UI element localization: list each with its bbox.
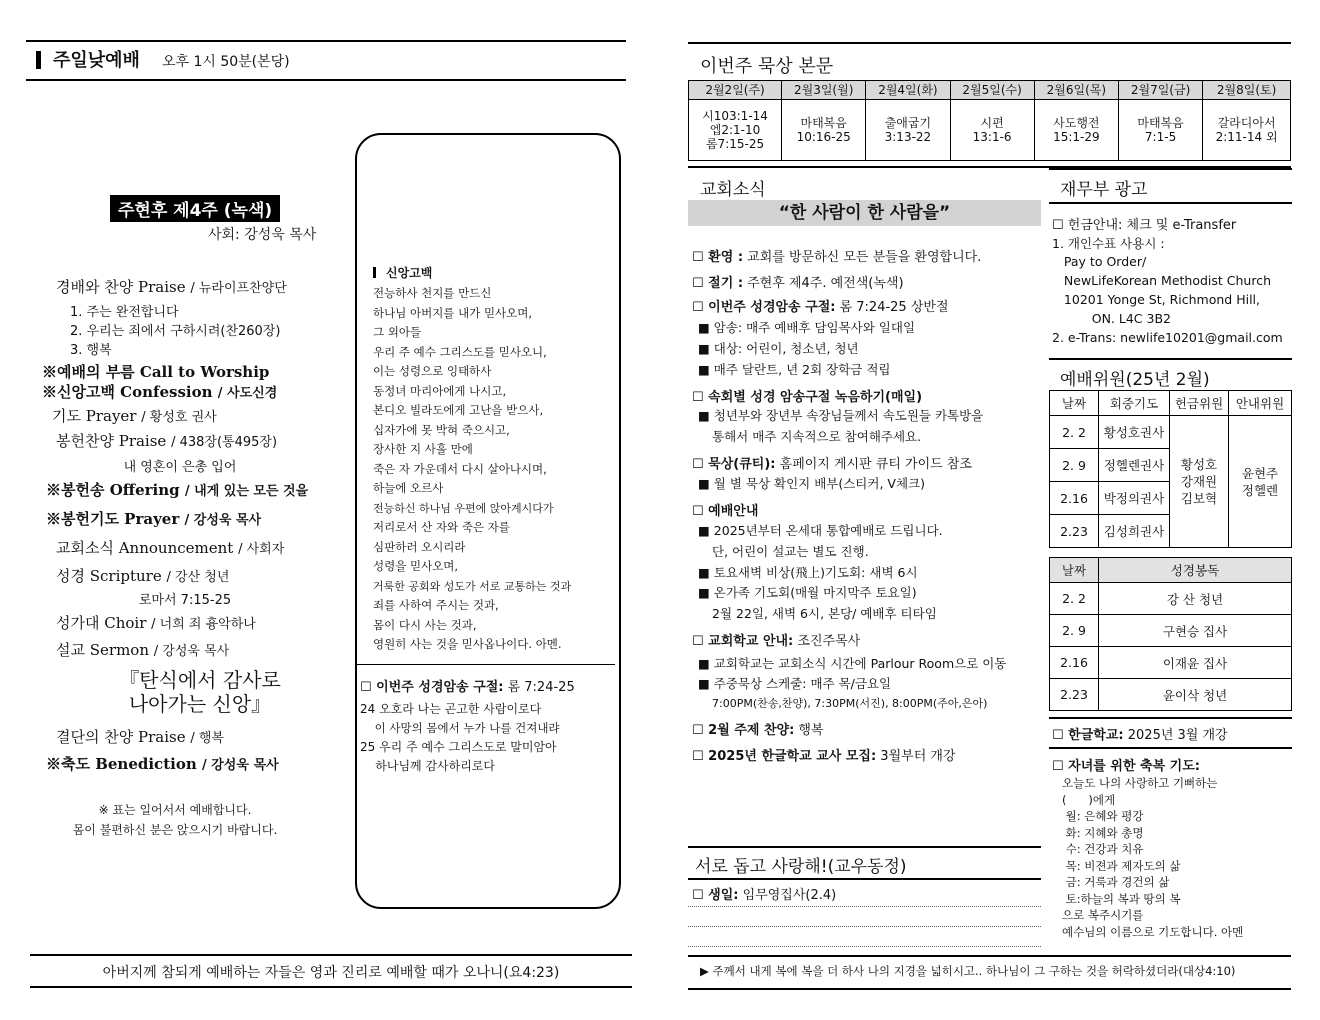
finance-line: Pay to Order/ (1052, 254, 1147, 269)
staff-header: 안내위원 (1229, 391, 1292, 416)
meditation-passage: 시103:1-14 엡2:1-10 롬7:15-25 (689, 100, 782, 161)
order-item: ※예배의 부름 Call to Worship (42, 363, 270, 381)
meditation-passage: 마태복음 7:1-5 (1118, 100, 1202, 161)
reader-header: 날짜 (1050, 558, 1099, 583)
meditation-table (688, 80, 1291, 161)
meditation-passage: 마태복음 10:16-25 (782, 100, 866, 161)
finance-line: ON. L4C 3B2 (1052, 311, 1171, 326)
finance-top-rule (1049, 168, 1292, 170)
finance-line: 1. 개인수표 사용시 : (1052, 236, 1165, 251)
church-news-banner: “한 사람이 한 사람을” (688, 200, 1041, 226)
mutual-title-rule (688, 878, 1041, 880)
service-title: 주일낮예배 (53, 50, 140, 71)
staff-date: 2. 2 (1050, 416, 1099, 449)
news-bullet: ■ 토요새벽 비상(飛上)기도회: 새벽 6시 (698, 565, 918, 580)
finance-title: 재무부 광고 (1060, 180, 1148, 200)
news-bullet: ■ 청년부와 장년부 속장님들께서 속도원들 카톡방을 (698, 408, 984, 423)
liturgical-season: 주현후 제4주 (녹색) (110, 195, 280, 222)
news-bullet: ■ 대상: 어린이, 청소년, 청년 (698, 341, 859, 356)
reader-name: 구현승 집사 (1099, 615, 1292, 647)
order-item: 교회소식 Announcement / 사회자 (56, 539, 285, 557)
creed-heading: 신앙고백 (373, 264, 432, 281)
reader-date: 2.23 (1050, 679, 1099, 711)
finance-line: NewLifeKorean Methodist Church (1052, 273, 1272, 288)
worship-staff-title: 예배위원(25년 2월) (1060, 370, 1210, 390)
left-top-rule (26, 40, 626, 42)
birthday-item: ☐ 생일: 임무영집사(2.4) (692, 888, 837, 903)
meditation-day: 2월8일(토) (1203, 81, 1291, 100)
news-bullet: ■ 주중묵상 스케줄: 매주 목/금요일 (698, 676, 892, 691)
news-bullet: ■ 온가족 기도회(매월 마지막주 토요일) (698, 585, 917, 600)
meditation-day: 2월3일(월) (782, 81, 866, 100)
meditation-day: 2월7일(금) (1118, 81, 1202, 100)
apostles-creed: 전능하사 천지를 만드신 하나님 아버지를 내가 믿사오며, 그 외아들 우리 주 예수 그리스도를 믿사오니, 이는 성령으로 잉태하사 동정녀 마리아에게 나시고, 본디오 빌라도에게 고난을 받으사, 십자가에 못 박혀 죽으시고, 장사한 지 사흘 만에 죽은 자 가운데서 다시 살아나시며, 하늘에 오르사 전능하신 하나님 우편에 앉아계시다가 저리로서 산 자와 죽은 자를 심판하러 오시리라 성령을 믿사오며, 거룩한 공회와 성도가 서로 교통하는 것과 죄를 사하여 주시는 것과, 몸이 다시 사는 것과, 영원히 사는 것을 믿사옵나이다. 아멘. (373, 286, 572, 651)
news-continuation: 7:00PM(찬송,찬양), 7:30PM(서진), 8:00PM(주아,은아) (712, 697, 988, 710)
left-footer-rule-bottom (30, 986, 632, 988)
order-item: 성가대 Choir / 너희 죄 흉악하나 (56, 614, 256, 632)
news-item: ☐ 이번주 성경암송 구절: 롬 7:24-25 상반절 (692, 300, 949, 315)
staff-date: 2.23 (1050, 515, 1099, 548)
news-bullet: ■ 월 별 묵상 확인지 배부(스티커, V체크) (698, 476, 925, 491)
blank-line (688, 906, 1041, 907)
mutual-care-title: 서로 돕고 사랑해!(교우동정) (695, 857, 907, 877)
right-footer-verse: ▶ 주께서 내게 복에 복을 더 하사 나의 지경을 넓히시고.. 하나님이 그 구하는 것을 허락하셨더라(대상4:10) (700, 964, 1236, 978)
blank-line (688, 926, 1041, 927)
news-continuation: 단, 어린이 설교는 별도 진행. (712, 544, 869, 559)
news-item: ☐ 교회학교 안내: 조진주목사 (692, 634, 861, 649)
reader-name: 강 산 청년 (1099, 583, 1292, 615)
sermon-title: 『탄식에서 감사로 나아가는 신앙』 (119, 668, 281, 716)
header-bar-mark (36, 51, 41, 69)
mutual-top-rule (688, 846, 1041, 848)
news-bullet: ■ 교회학교는 교회소식 시간에 Parlour Room으로 이동 (698, 656, 1007, 671)
memory-verse-text: 24 오호라 나는 곤고한 사람이로다 이 사망의 몸에서 누가 나를 건져내랴 25 우리 주 예수 그리스도로 말미암아 하나님께 감사하리로다 (360, 702, 560, 773)
news-bullet: ■ 매주 달란트, 년 2회 장학금 적립 (698, 362, 891, 377)
children-prayer: 오늘도 나의 사랑하고 기뻐하는 ( )에게 월: 은혜와 평강 화: 지혜와 총명 수: 건강과 치유 목: 비젼과 제자도의 삶 금: 거룩과 경건의 삶 토:하늘의 복과 땅의 복 으로 복주시기를 예수님의 이름으로 기도합니다. 아멘 (1062, 776, 1244, 939)
korean-school-rule (1049, 717, 1292, 719)
left-footer-verse: 아버지께 참되게 예배하는 자들은 영과 진리로 예배할 때가 오나니(요4:23) (102, 965, 560, 981)
meditation-title: 이번주 묵상 본문 (700, 56, 834, 77)
meditation-day: 2월5일(수) (950, 81, 1034, 100)
reader-date: 2. 2 (1050, 583, 1099, 615)
meditation-day: 2월2일(주) (689, 81, 782, 100)
scripture-reader-table (1049, 557, 1292, 711)
meditation-passage: 사도행전 15:1-29 (1034, 100, 1118, 161)
meditation-passage: 출애굽기 3:13-22 (866, 100, 950, 161)
children-prayer-title: ☐ 자녀를 위한 축복 기도: (1052, 759, 1200, 774)
blank-line (688, 946, 1041, 947)
presider: 사회: 강성욱 목사 (208, 227, 317, 243)
service-time: 오후 1시 50분(본당) (161, 54, 290, 70)
news-item: ☐ 2025년 한글학교 교사 모집: 3월부터 개강 (692, 749, 956, 764)
meditation-passage: 갈라디아서 2:11-14 외 (1203, 100, 1291, 161)
order-item: 성경 Scripture / 강산 청년 (56, 567, 230, 585)
staff-header: 회중기도 (1099, 391, 1170, 416)
korean-school-notice: ☐ 한글학교: 2025년 3월 개강 (1052, 728, 1228, 743)
order-item: 결단의 찬양 Praise / 행복 (56, 728, 224, 746)
left-footer-rule-top (30, 954, 632, 956)
news-item: ☐ 절기 : 주현후 제4주. 예전색(녹색) (692, 276, 904, 291)
meditation-day: 2월4일(화) (866, 81, 950, 100)
news-item: ☐ 환영 : 교회를 방문하신 모든 분들을 환영합니다. (692, 250, 982, 265)
order-item: 설교 Sermon / 강성욱 목사 (56, 641, 230, 659)
staff-top-rule (1049, 358, 1292, 360)
staff-prayer: 황성호권사 (1099, 416, 1170, 449)
order-item: 기도 Prayer / 황성호 권사 (52, 407, 217, 425)
news-bullet: ■ 2025년부터 온세대 통합예배로 드립니다. (698, 523, 943, 538)
staff-date: 2.16 (1050, 482, 1099, 515)
left-header-rule (26, 79, 626, 81)
reader-name: 이재윤 집사 (1099, 647, 1292, 679)
reader-date: 2. 9 (1050, 615, 1099, 647)
order-item: ※봉헌송 Offering / 내게 있는 모든 것을 (46, 481, 309, 499)
meditation-passage: 시편 13:1-6 (950, 100, 1034, 161)
finance-line: 10201 Yonge St, Richmond Hill, (1052, 292, 1260, 307)
prayer-top-rule (1049, 747, 1292, 749)
offering-song: 내 영혼이 은총 입어 (123, 460, 237, 475)
standing-note: ※ 표는 일어서서 예배합니다. 몸이 불편하신 분은 앉으시기 바랍니다. (72, 803, 278, 837)
praise-song: 1. 주는 완전합니다 (70, 305, 179, 320)
reader-name: 윤이삭 청년 (1099, 679, 1292, 711)
finance-line: ☐ 헌금안내: 체크 및 e-Transfer (1052, 218, 1237, 233)
news-continuation: 통해서 매주 지속적으로 참여해주세요. (712, 429, 922, 444)
news-item: ☐ 2월 주제 찬양: 행복 (692, 723, 824, 738)
reader-header: 성경봉독 (1099, 558, 1292, 583)
news-item: ☐ 속회별 성경 암송구절 녹음하기(매일) (692, 390, 923, 405)
staff-header: 헌금위원 (1170, 391, 1229, 416)
staff-prayer: 김성희권사 (1099, 515, 1170, 548)
praise-song: 2. 우리는 죄에서 구하시려(찬260장) (70, 324, 281, 339)
finance-line: 2. e-Trans: newlife10201@gmail.com (1052, 330, 1283, 345)
staff-date: 2. 9 (1050, 449, 1099, 482)
news-item: ☐ 예배안내 (692, 504, 759, 519)
church-news-title: 교회소식 (700, 180, 766, 200)
memory-verse-heading: ☐ 이번주 성경암송 구절: 롬 7:24-25 (360, 680, 575, 695)
right-top-rule (688, 42, 1291, 44)
news-item: ☐ 묵상(큐티): 홈페이지 게시판 큐티 가이드 참조 (692, 457, 972, 472)
left-header (36, 46, 290, 72)
order-item: ※신앙고백 Confession / 사도신경 (42, 383, 278, 401)
meditation-day: 2월6일(목) (1034, 81, 1118, 100)
order-item: 경배와 찬양 Praise / 뉴라이프찬양단 (56, 278, 287, 296)
news-continuation: 2월 22일, 새벽 6시, 본당/ 예배후 티타임 (712, 606, 937, 621)
order-item: 봉헌찬양 Praise / 438장(통495장) (56, 432, 278, 450)
staff-header: 날짜 (1050, 391, 1099, 416)
praise-song: 3. 행복 (70, 343, 112, 358)
creed-divider (357, 664, 615, 665)
scripture-reference: 로마서 7:15-25 (138, 593, 232, 608)
order-item: ※봉헌기도 Prayer / 강성욱 목사 (46, 510, 262, 528)
news-bullet: ■ 암송: 매주 예배후 담임목사와 일대일 (698, 320, 916, 335)
reader-date: 2.16 (1050, 647, 1099, 679)
offering-staff: 황성호 강재원 김보혁 (1170, 416, 1229, 548)
finance-title-rule (1049, 202, 1292, 204)
right-footer-rule-top (688, 955, 1291, 957)
staff-prayer: 정헬렌권사 (1099, 449, 1170, 482)
order-item: ※축도 Benediction / 강성욱 목사 (46, 755, 279, 773)
usher-staff: 윤현주 정헬렌 (1229, 416, 1292, 548)
staff-prayer: 박정의권사 (1099, 482, 1170, 515)
worship-staff-table (1049, 390, 1292, 548)
right-footer-rule-bottom (688, 988, 1291, 990)
